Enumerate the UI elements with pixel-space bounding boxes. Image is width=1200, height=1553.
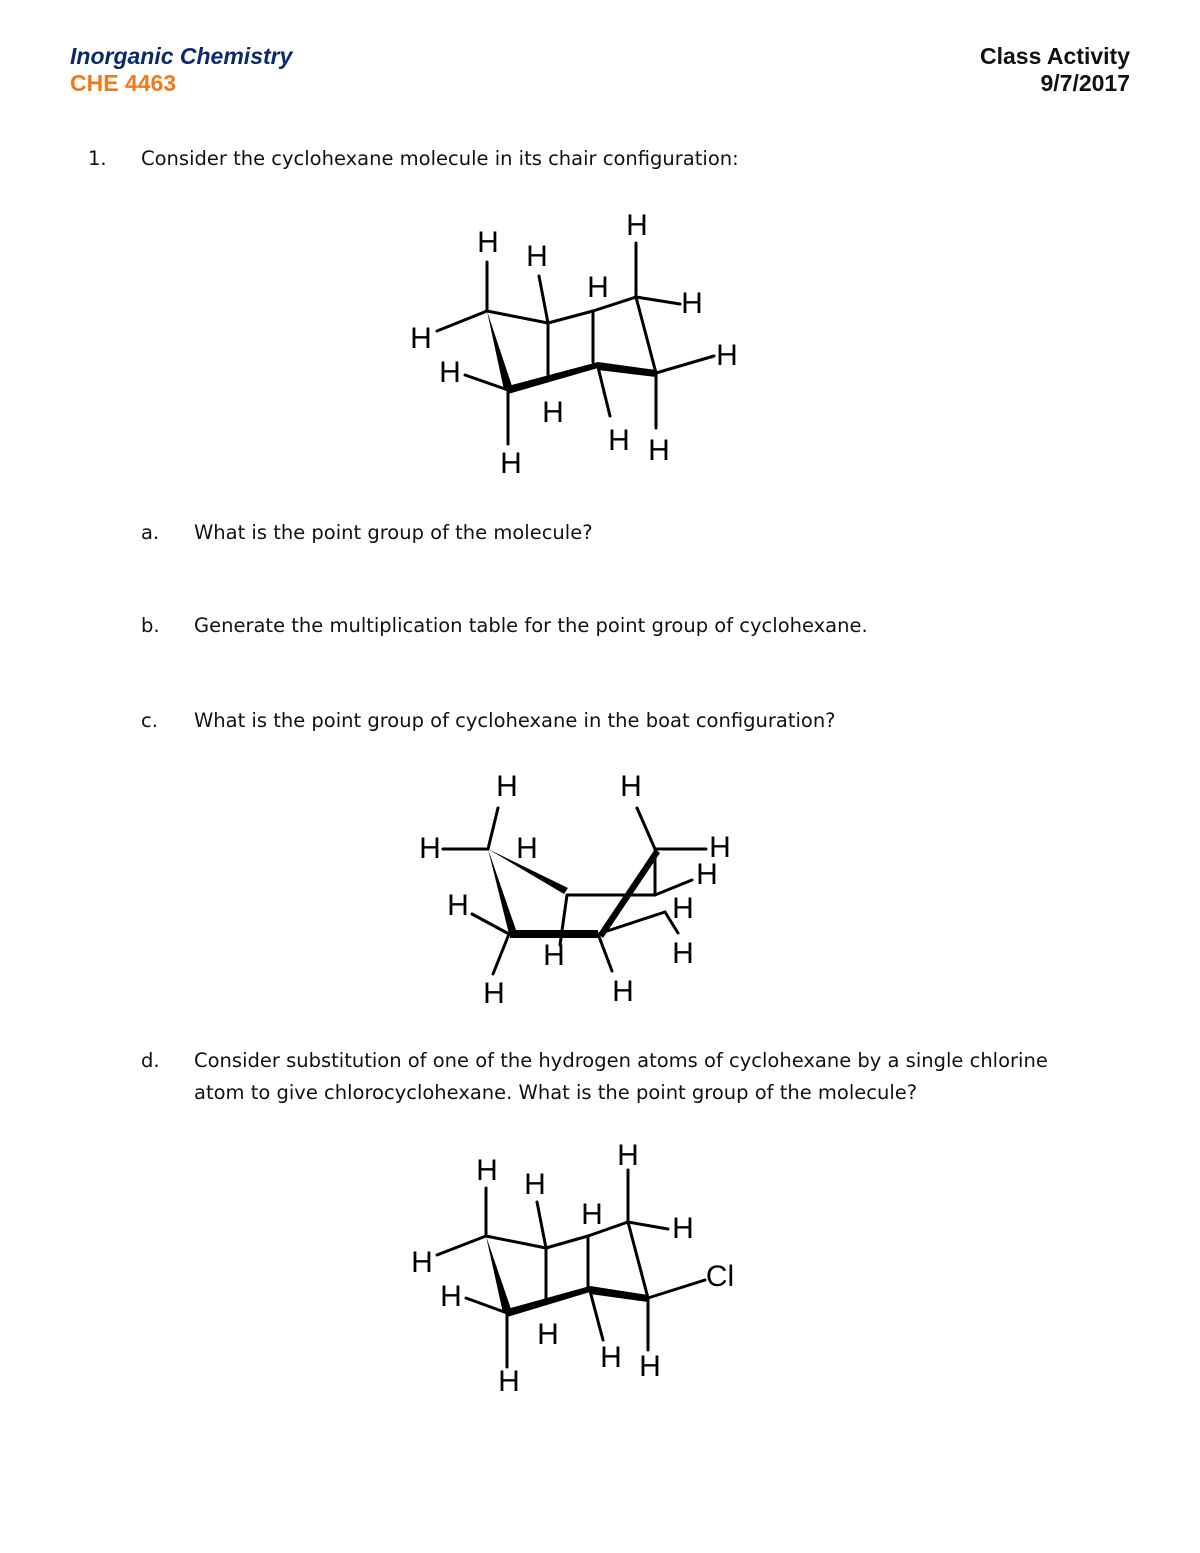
chair-h-atom: H bbox=[526, 239, 548, 273]
boat-h-atom: H bbox=[483, 976, 505, 1010]
boat-h-atom: H bbox=[543, 938, 565, 972]
course-code: CHE 4463 bbox=[70, 70, 177, 96]
part-d-text: Consider substitution of one of the hydrogen atoms of cyclohexane by a single chlorine atom to give chlorocyclohexane. What is the point group of the molecule? bbox=[194, 1049, 1048, 1104]
chair-h-atom: H bbox=[439, 355, 461, 389]
part-b-label: b. bbox=[141, 614, 160, 637]
part-b-text: Generate the multiplication table for the point group of cyclohexane. bbox=[194, 614, 868, 637]
chair-h-atom: H bbox=[626, 208, 648, 242]
boat-h-atom: H bbox=[709, 830, 731, 864]
chloro-h-atom: H bbox=[440, 1279, 462, 1313]
boat-h-atom: H bbox=[419, 831, 441, 865]
chloro-cl-atom: Cl bbox=[705, 1259, 735, 1293]
part-c-text: What is the point group of cyclohexane in the boat configuration? bbox=[194, 709, 836, 732]
activity-date: 9/7/2017 bbox=[1040, 70, 1130, 96]
chloro-h-bonds bbox=[437, 1167, 705, 1367]
course-title: Inorganic Chemistry bbox=[70, 43, 293, 69]
chloro-ring-bonds bbox=[486, 1222, 648, 1317]
boat-h-atom: H bbox=[447, 888, 469, 922]
chair-h-atom: H bbox=[542, 395, 564, 429]
part-c-label: c. bbox=[141, 709, 158, 732]
chair-h-atom: H bbox=[587, 270, 609, 304]
chair-h-atom: H bbox=[648, 433, 670, 467]
chair-h-atom: H bbox=[477, 225, 499, 259]
chloro-h-atom: H bbox=[524, 1167, 546, 1201]
activity-title: Class Activity bbox=[980, 43, 1130, 69]
chair-h-atom: H bbox=[500, 446, 522, 480]
chloro-h-atom: H bbox=[498, 1364, 520, 1398]
chloro-h-atom: H bbox=[600, 1340, 622, 1374]
question-text: Consider the cyclohexane molecule in its chair configuration: bbox=[141, 147, 739, 170]
chair-h-atom: H bbox=[410, 321, 432, 355]
boat-h-atom: H bbox=[620, 769, 642, 803]
chloro-h-atom: H bbox=[411, 1245, 433, 1279]
chloro-h-atom: H bbox=[617, 1138, 639, 1172]
boat-h-atom: H bbox=[672, 891, 694, 925]
part-a-label: a. bbox=[141, 521, 160, 544]
chloro-h-atom: H bbox=[581, 1197, 603, 1231]
boat-h-atom: H bbox=[612, 974, 634, 1008]
chair-h-atom: H bbox=[608, 423, 630, 457]
part-a-text: What is the point group of the molecule? bbox=[194, 521, 593, 544]
part-d-label: d. bbox=[141, 1049, 160, 1072]
boat-h-atom: H bbox=[516, 831, 538, 865]
chloro-h-atom: H bbox=[476, 1153, 498, 1187]
boat-h-atom: H bbox=[496, 769, 518, 803]
question-number: 1. bbox=[88, 147, 107, 170]
chloro-h-atom: H bbox=[537, 1317, 559, 1351]
chloro-h-atom: H bbox=[672, 1211, 694, 1245]
chair-h-atom: H bbox=[681, 286, 703, 320]
boat-h-atom: H bbox=[696, 857, 718, 891]
chair-h-atom: H bbox=[716, 338, 738, 372]
boat-h-atom: H bbox=[672, 936, 694, 970]
chloro-h-atom: H bbox=[639, 1349, 661, 1383]
